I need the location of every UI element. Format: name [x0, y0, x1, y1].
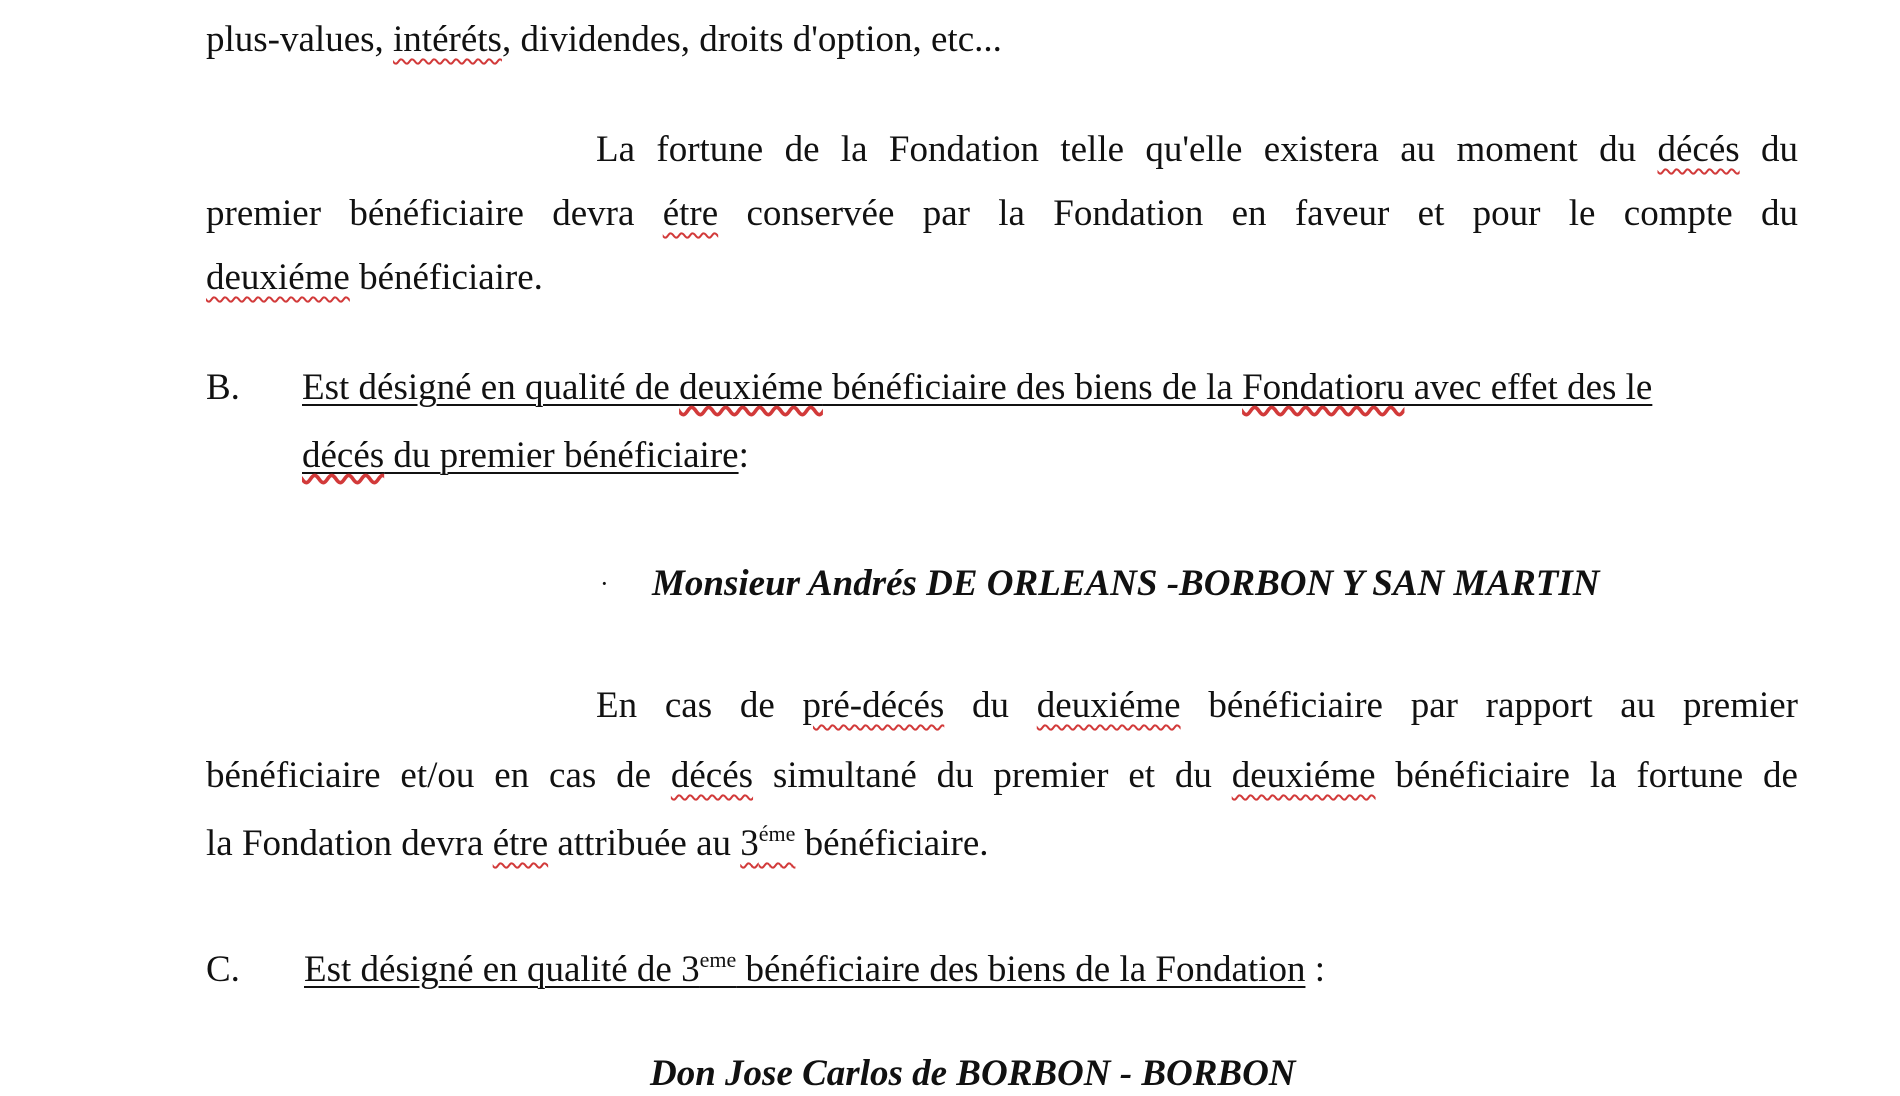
underlined-heading — [302, 435, 739, 476]
section-b-heading-line-1 — [302, 366, 1652, 410]
ordinal-suffix: éme — [758, 821, 796, 846]
text-segment: la Fondation devra — [206, 823, 493, 864]
misspelled-word: intéréts — [393, 19, 502, 60]
text-segment: du — [944, 685, 1037, 726]
bullet-marker: · — [600, 569, 609, 598]
cut-off-line-container — [0, 1044, 1900, 1094]
section-c-label: C. — [206, 949, 240, 990]
ordinal-suffix: eme — [699, 947, 737, 972]
misspelled-word: étre — [492, 823, 549, 864]
misspelled-word: étre — [662, 193, 719, 234]
text-segment: La fortune de la Fondation telle qu'elle existera au moment du — [596, 129, 1658, 170]
paragraph-2-line-2 — [206, 754, 1798, 798]
text-segment: simultané du premier et du — [753, 755, 1232, 796]
text-segment: , dividendes, droits d'option, etc... — [501, 19, 1002, 60]
text-segment: du — [1739, 129, 1798, 170]
text-segment: Est désigné en qualité de — [302, 367, 680, 408]
text-segment: du premier bénéficiaire — [384, 435, 739, 476]
cut-off-beneficiary-name: Don Jose Carlos de BORBON - BORBON — [650, 1053, 1296, 1094]
text-segment: avec effet des le — [1404, 367, 1653, 408]
underlined-heading — [304, 949, 1305, 990]
text-segment: : — [1305, 949, 1325, 990]
text-segment: bénéficiaire et/ou en cas de — [206, 755, 671, 796]
ordinal-number: 3 — [740, 823, 759, 864]
misspelled-word: deuxiéme — [206, 257, 350, 298]
beneficiary-name: Monsieur Andrés DE ORLEANS -BORBON Y SAN MARTIN — [652, 563, 1600, 604]
paragraph-1-line-2 — [206, 192, 1798, 236]
misspelled-word: deuxiéme — [679, 367, 823, 408]
paragraph-2-line-3 — [206, 822, 989, 866]
text-segment: attribuée au — [548, 823, 741, 864]
misspelled-word: décés — [302, 435, 385, 476]
text-segment: bénéficiaire. — [349, 257, 543, 298]
misspelled-word — [740, 823, 795, 864]
misspelled-word: pré-décés — [802, 685, 945, 726]
misspelled-word: deuxiéme — [1036, 685, 1181, 726]
text-segment: bénéficiaire par rapport au premier — [1180, 685, 1798, 726]
section-c-heading — [304, 948, 1325, 992]
text-segment: plus-values, — [206, 19, 394, 60]
text-segment: premier bénéficiaire devra — [206, 193, 663, 234]
paragraph-1-line-1 — [596, 128, 1798, 172]
misspelled-word: décés — [670, 755, 754, 796]
misspelled-word: Fondatioru — [1242, 367, 1405, 408]
paragraph-1-line-3 — [206, 256, 543, 300]
underlined-heading — [302, 367, 1652, 408]
section-b-label: B. — [206, 367, 240, 408]
misspelled-word: décés — [1657, 129, 1740, 170]
document-line-top — [206, 18, 1002, 62]
text-segment: En cas de — [596, 685, 803, 726]
text-segment: bénéficiaire. — [795, 823, 989, 864]
text-segment: Est désigné en qualité de 3 — [304, 949, 700, 990]
misspelled-word: deuxiéme — [1231, 755, 1376, 796]
section-b-heading-line-2 — [302, 434, 749, 478]
text-segment: bénéficiaire des biens de la — [822, 367, 1243, 408]
paragraph-2-line-1 — [596, 684, 1798, 728]
text-segment: conservée par la Fondation en faveur et pour le compte du — [718, 193, 1798, 234]
text-segment: : — [738, 435, 749, 476]
text-segment: bénéficiaire la fortune de — [1375, 755, 1798, 796]
text-segment: bénéficiaire des biens de la Fondation — [736, 949, 1306, 990]
